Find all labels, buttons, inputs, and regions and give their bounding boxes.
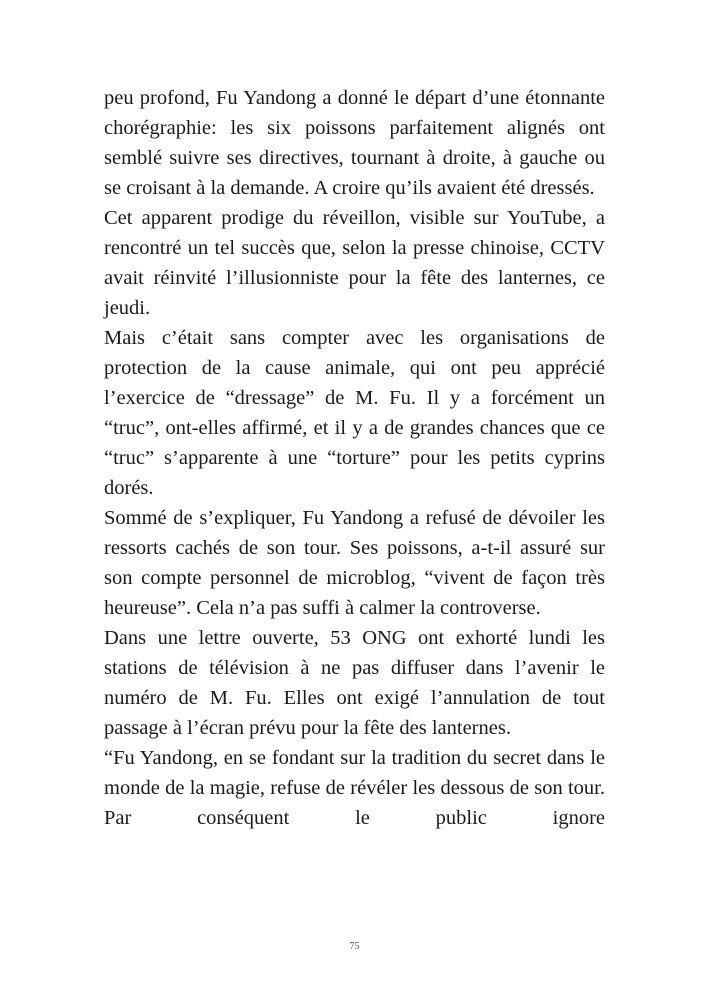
paragraph-2: Cet apparent prodige du réveillon, visible sur YouTube, a rencontré un tel succès que, selon la presse chinoise, CCTV avait réinvité l’illusionniste pour la fête des lanternes, ce jeudi. [104, 207, 605, 319]
body-text [104, 83, 605, 833]
page-number: 75 [349, 941, 360, 952]
paragraph-1: peu profond, Fu Yandong a donné le départ d’une étonnante chorégraphie: les six poissons parfaitement alignés ont semblé suivre ses directives, tournant à droite, à gauche ou se croisant à la demande. A croire qu’ils avaient été dressés. [104, 87, 605, 199]
paragraph-5: Dans une lettre ouverte, 53 ONG ont exhorté lundi les stations de télévision à ne pas diffuser dans l’avenir le numéro de M. Fu. Elles ont exigé l’annulation de tout passage à l’écran prévu pour la fête des lanternes. [104, 627, 605, 739]
paragraph-6: “Fu Yandong, en se fondant sur la tradition du secret dans le monde de la magie, refuse de révéler les dessous de son tour. Par conséquent le public ignore [104, 747, 605, 829]
paragraph-3: Mais c’était sans compter avec les organisations de protection de la cause animale, qui ont peu apprécié l’exercice de “dressage” de M. Fu. Il y a forcément un “truc”, ont-elles affirmé, et il y a de grandes chances que ce “truc” s’apparente à une “torture” pour les petits cyprins dorés. [104, 327, 605, 499]
paragraph-4: Sommé de s’expliquer, Fu Yandong a refusé de dévoiler les ressorts cachés de son tour. Ses poissons, a-t-il assuré sur son compte personnel de microblog, “vivent de façon très heureuse”. Cela n’a pas suffi à calmer la controverse. [104, 507, 605, 619]
